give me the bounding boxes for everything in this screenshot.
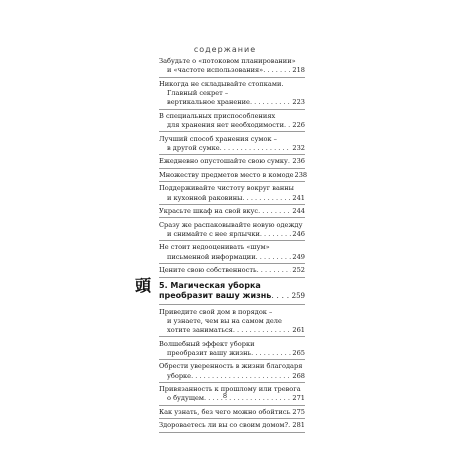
toc-entry[interactable] bbox=[159, 170, 308, 182]
dot-leader bbox=[233, 326, 292, 335]
toc-entry-title: Как узнать, без чего можно обойтись bbox=[159, 407, 291, 416]
toc-entry-line: Не стоит недооценивать «шум» bbox=[159, 243, 270, 252]
toc-entry-line: Сразу же распаковывайте новую одежду bbox=[159, 220, 303, 229]
toc-entry[interactable] bbox=[159, 184, 305, 205]
toc-entry-page: 261 bbox=[292, 326, 305, 335]
toc-entry-page: 271 bbox=[292, 394, 305, 403]
toc-entry[interactable] bbox=[159, 207, 305, 218]
toc-entry-page: 218 bbox=[292, 66, 305, 75]
chapter-title-line-1: 5. Магическая уборка bbox=[159, 280, 261, 290]
toc-entry-line: и узнаете, чем вы на самом деле bbox=[167, 316, 282, 325]
chapter-title-line-2: преобразит вашу жизнь bbox=[159, 291, 272, 301]
dot-leader bbox=[250, 98, 291, 107]
toc-entry-title: о будущем bbox=[167, 394, 205, 403]
toc-entry-page: 268 bbox=[292, 371, 305, 380]
toc-entry-title: и кухонной раковины bbox=[167, 193, 243, 202]
toc-entry-title: Множеству предметов место в комоде bbox=[159, 170, 294, 179]
toc-entry-line: Обрести уверенность в жизни благодаря bbox=[159, 362, 303, 371]
toc-entry-line: Главный секрет – bbox=[167, 89, 229, 98]
toc-entry-title: в другой сумке bbox=[167, 143, 220, 152]
dot-leader bbox=[284, 121, 291, 130]
toc-entry[interactable] bbox=[159, 243, 305, 264]
toc-entry-line: Забудьте о «потоковом планировании» bbox=[159, 57, 296, 65]
toc-entry-title: и снимайте с нее ярлычки bbox=[167, 229, 260, 238]
table-of-contents bbox=[135, 57, 308, 435]
dot-leader bbox=[257, 266, 292, 275]
toc-group-chapter-4 bbox=[159, 57, 308, 278]
toc-entry[interactable] bbox=[159, 421, 305, 432]
toc-entry-title: Здороваетесь ли вы со своим домом? bbox=[159, 421, 289, 430]
toc-entry-title: уборке bbox=[167, 371, 192, 380]
toc-entry-page: 226 bbox=[292, 121, 305, 130]
toc-entry-title: хотите заниматься bbox=[167, 326, 233, 335]
toc-entry-title: Цените свою собственность bbox=[159, 266, 257, 275]
dot-leader bbox=[256, 253, 292, 262]
toc-entry-line: В специальных приспособлениях bbox=[159, 111, 276, 120]
chapter-page: 259 bbox=[291, 292, 305, 301]
toc-entry[interactable] bbox=[159, 408, 305, 419]
toc-entry-title: для хранения нет необходимости bbox=[167, 121, 284, 130]
toc-entry[interactable] bbox=[159, 135, 305, 156]
toc-entry-page: 265 bbox=[292, 348, 305, 357]
toc-entry-page: 249 bbox=[292, 252, 305, 261]
toc-entry-line: Волшебный эффект уборки bbox=[159, 339, 255, 348]
toc-entry-line: Приведите свой дом в порядок – bbox=[159, 307, 273, 316]
toc-entry-line: Никогда не складывайте стопками. bbox=[159, 79, 284, 88]
dot-leader bbox=[260, 230, 292, 239]
dot-leader bbox=[191, 372, 291, 381]
dot-leader bbox=[271, 291, 290, 302]
dot-leader bbox=[258, 207, 291, 216]
toc-entry-page: 281 bbox=[292, 421, 305, 430]
dot-leader bbox=[220, 144, 292, 153]
toc-entry-page: 232 bbox=[292, 143, 305, 152]
toc-group-chapter-5 bbox=[159, 308, 305, 433]
toc-entry[interactable] bbox=[159, 266, 305, 277]
dot-leader bbox=[263, 66, 291, 75]
toc-entry-title: Украсьте шкаф на свой вкус bbox=[159, 207, 259, 216]
dot-leader bbox=[242, 194, 291, 203]
toc-entry[interactable] bbox=[159, 362, 305, 383]
toc-entry-title: преобразит вашу жизнь bbox=[167, 348, 252, 357]
chapter-heading[interactable] bbox=[135, 275, 305, 305]
toc-entry[interactable] bbox=[159, 308, 305, 338]
toc-entry-page: 275 bbox=[292, 407, 305, 416]
toc-entry-line: Поддерживайте чистоту вокруг ванны bbox=[159, 184, 294, 193]
toc-entry-title: Ежедневно опустошайте свою сумку bbox=[159, 157, 288, 166]
toc-entry-page: 238 bbox=[294, 170, 308, 179]
toc-entry-page: 223 bbox=[292, 98, 305, 107]
toc-entry-line: Лучший способ хранения сумок – bbox=[159, 134, 277, 143]
toc-entry[interactable] bbox=[159, 112, 305, 133]
toc-entry-title: письменной информации bbox=[167, 252, 256, 261]
toc-entry-title: и «частоте использования» bbox=[167, 66, 264, 75]
toc-entry-page: 246 bbox=[292, 229, 305, 238]
toc-entry-page: 236 bbox=[292, 157, 305, 166]
toc-entry-title: вертикальное хранение bbox=[167, 98, 250, 107]
dot-leader bbox=[251, 349, 291, 358]
toc-entry[interactable] bbox=[159, 221, 305, 242]
running-header: содержание bbox=[193, 45, 257, 54]
chapter-glyph: 頭 bbox=[135, 275, 152, 295]
toc-entry[interactable] bbox=[159, 340, 305, 361]
toc-entry[interactable] bbox=[159, 57, 305, 78]
toc-entry[interactable] bbox=[159, 157, 305, 168]
toc-entry[interactable] bbox=[159, 80, 305, 110]
toc-entry-line: Привязанность к прошлому или тревога bbox=[159, 385, 301, 394]
toc-entry-page: 241 bbox=[292, 193, 305, 202]
toc-entry-page: 252 bbox=[292, 266, 305, 275]
page-number: 8 bbox=[222, 392, 228, 400]
toc-entry-page: 244 bbox=[292, 207, 305, 216]
